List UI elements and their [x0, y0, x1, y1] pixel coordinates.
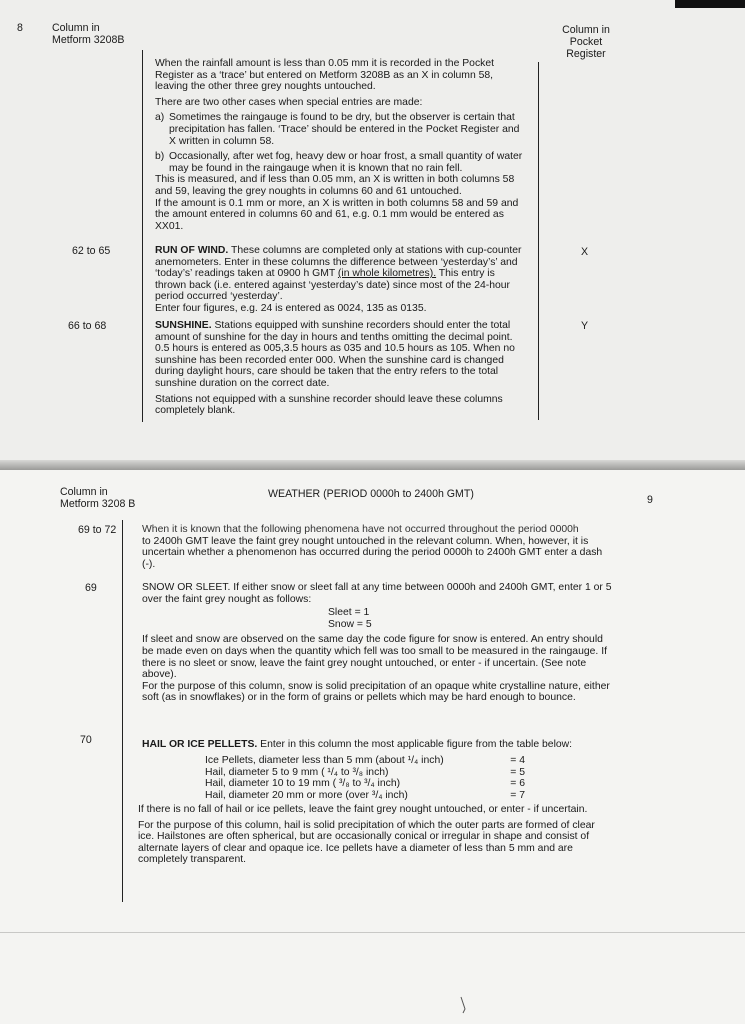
bottom-page-crease [0, 932, 745, 933]
sunshine-pocket-ref: Y [581, 320, 589, 332]
snow-paragraph-2: If sleet and snow are observed on the same day the code figure for snow is entered. An entry should be made even on days when the quantity which fell was too small to be measured in the raingauge. If there is no sleet or snow, leave the faint grey nought untouched, or enter - if uncertain. (See note above). [142, 634, 607, 681]
weather-intro-a: When it is known that the following phenomena have not occurred throughout the period 0000h [142, 524, 579, 535]
sunshine-column-ref: 66 to 68 [68, 320, 107, 332]
hail-section [142, 739, 612, 751]
snow-section [142, 582, 612, 704]
sunshine-text-2: Stations not equipped with a sunshine recorder should leave these columns completely blank. [155, 393, 503, 417]
hail-column-ref: 70 [80, 734, 92, 746]
pencil-mark-icon [455, 995, 475, 1015]
sleet-code-line: Sleet = 1 [328, 607, 370, 619]
sunshine-title: SUNSHINE. [155, 320, 212, 331]
hail-paragraph-2: If there is no fall of hail or ice pellets, leave the faint grey nought untouched, or enter - if uncertain. [138, 804, 588, 815]
wind-pocket-ref: X [581, 246, 589, 258]
hail-text: Enter in this column the most applicable figure from the table below: [260, 739, 573, 750]
hail-table-row [205, 778, 525, 790]
wind-column-ref: 62 to 65 [72, 245, 111, 257]
case-a-text: Sometimes the raingauge is found to be dry, but the observer is certain that precipitation has fallen. ‘Trace’ should be entered in the Pocket Register and X written in column 58. [169, 112, 520, 147]
weather-intro-b: to 2400h GMT leave the faint grey nought untouched in the relevant column. When, however, it is uncertain whether a phenomenon has occurred during the period 0000h to 2400h GMT enter a dash (-). [142, 535, 603, 570]
snow-text: If either snow or sleet fall at any time between 0000h and 2400h GMT, enter 1 or 5 over the faint grey nought as follows: [142, 582, 612, 605]
case-b-label: b) [155, 151, 165, 163]
top-body [155, 58, 525, 232]
sunshine-text: Stations equipped with sunshine recorders should enter the total amount of sunshine for the day in hours and tenths omitting the decimal point. 0.5 hours is entered as 005,3.5 hours as 035 and 10.5 hours as 105. When no sunshine has been recorded enter 000. When the sunshine card is changed during daylight hours, care should be taken that the entry refers to the total sunshine duration on the correct date. [155, 320, 515, 389]
top-right-rule [538, 62, 539, 420]
cols-69-72-ref: 69 to 72 [78, 524, 117, 536]
hail-row-code: = 6 [510, 778, 525, 790]
snow-title: SNOW OR SLEET. [142, 582, 231, 593]
snow-codes [142, 607, 612, 630]
case-a [155, 112, 525, 147]
weather-intro [142, 524, 612, 570]
top-left-header-line1: Column in [52, 22, 100, 34]
special-entries-paragraph: There are two other cases when special entries are made: [155, 96, 423, 108]
hail-title: HAIL OR ICE PELLETS. [142, 739, 258, 750]
hail-paragraph-3: For the purpose of this column, hail is solid precipitation of which the outer parts are formed of clear ice. Hailstones are often spherical, but are occasionally conical or irregular in shape and consist of alternate layers of clear and opaque ice. Ice pellets have a diameter of less than 5 mm and are completely transparent. [138, 819, 595, 866]
bottom-left-rule [122, 520, 123, 902]
hail-notes [138, 804, 612, 866]
bottom-left-header-line1: Column in [60, 486, 108, 498]
wind-text-a: These columns are completed only at stations with cup-counter anemometers. Enter in these columns the difference between ‘yesterday’s’ and ‘today’s’ readings taken at 0900 h GMT [155, 245, 522, 280]
weather-title: WEATHER (PERIOD 0000h to 2400h GMT) [268, 488, 474, 500]
hail-row-code: = 4 [510, 755, 525, 766]
bottom-left-header [60, 486, 135, 510]
top-left-header [52, 22, 124, 46]
hail-table-row [205, 767, 525, 779]
hail-table-row [205, 790, 525, 802]
wind-text-b: This entry is thrown back (i.e. entered against ‘yesterday’s date) since most of the 24-hour period occurred ‘yesterday’. [155, 268, 511, 303]
measured-paragraph: This is measured, and if less than 0.05 mm, an X is written in both columns 58 and 59, leaving the grey noughts in columns 60 and 61 untouched. [155, 174, 515, 197]
top-right-header [548, 24, 624, 60]
wind-section [155, 245, 525, 315]
scan-dark-corner [675, 0, 745, 8]
hail-table-row [205, 755, 525, 767]
hail-row-label: Hail, diameter 5 to 9 mm ( ¹/₄ to ³/₈ inch) [205, 766, 389, 778]
hail-row-label: Ice Pellets, diameter less than 5 mm (about ¹/₄ inch) [205, 755, 444, 766]
hail-row-code: = 5 [510, 766, 525, 778]
hail-row-code: = 7 [510, 789, 525, 801]
top-page [0, 0, 745, 468]
snow-column-ref: 69 [85, 582, 97, 594]
wind-text-c: Enter four figures, e.g. 24 is entered as 0024, 135 as 0135. [155, 302, 427, 314]
top-left-rule [142, 50, 143, 422]
case-a-label: a) [155, 112, 165, 124]
bottom-page-number: 9 [647, 494, 653, 506]
bottom-page [0, 470, 745, 1024]
top-right-header-line2: Pocket [569, 36, 603, 48]
hail-table [205, 755, 525, 801]
case-b-text: Occasionally, after wet fog, heavy dew or hoar frost, a small quantity of water may be found in the raingauge when it is known that no rain fell. [169, 151, 523, 174]
bottom-left-header-line2: Metform 3208 B [60, 498, 136, 510]
wind-underlined: (in whole kilometres). [337, 268, 437, 280]
top-right-header-line3: Register [566, 48, 606, 60]
amount-paragraph: If the amount is 0.1 mm or more, an X is written in both columns 58 and 59 and the amount entered in columns 60 and 61, e.g. 0.1 mm would be entered as XX01. [155, 197, 519, 232]
top-page-number: 8 [17, 22, 23, 34]
top-left-header-line2: Metform 3208B [52, 34, 125, 46]
wind-title: RUN OF WIND. [155, 245, 229, 256]
rain-trace-paragraph: When the rainfall amount is less than 0.05 mm it is recorded in the Pocket Register as a ‘trace’ but entered on Metform 3208B as an X in column 58, leaving the other three grey noughts untouched. [155, 58, 495, 93]
snow-code-line: Snow = 5 [328, 618, 372, 630]
snow-paragraph-3: For the purpose of this column, snow is solid precipitation of an opaque white crystalline nature, either soft (as in snowflakes) or in the form of grains or pellets which may be hard enough to bounce. [142, 680, 610, 704]
top-right-header-line1: Column in [562, 24, 610, 36]
hail-row-label: Hail, diameter 10 to 19 mm ( ³/₈ to ³/₄ inch) [205, 778, 401, 790]
hail-row-label: Hail, diameter 20 mm or more (over ³/₄ inch) [205, 789, 408, 801]
sunshine-section [155, 320, 525, 417]
case-b [155, 151, 525, 174]
page-fold-shadow [0, 460, 745, 470]
